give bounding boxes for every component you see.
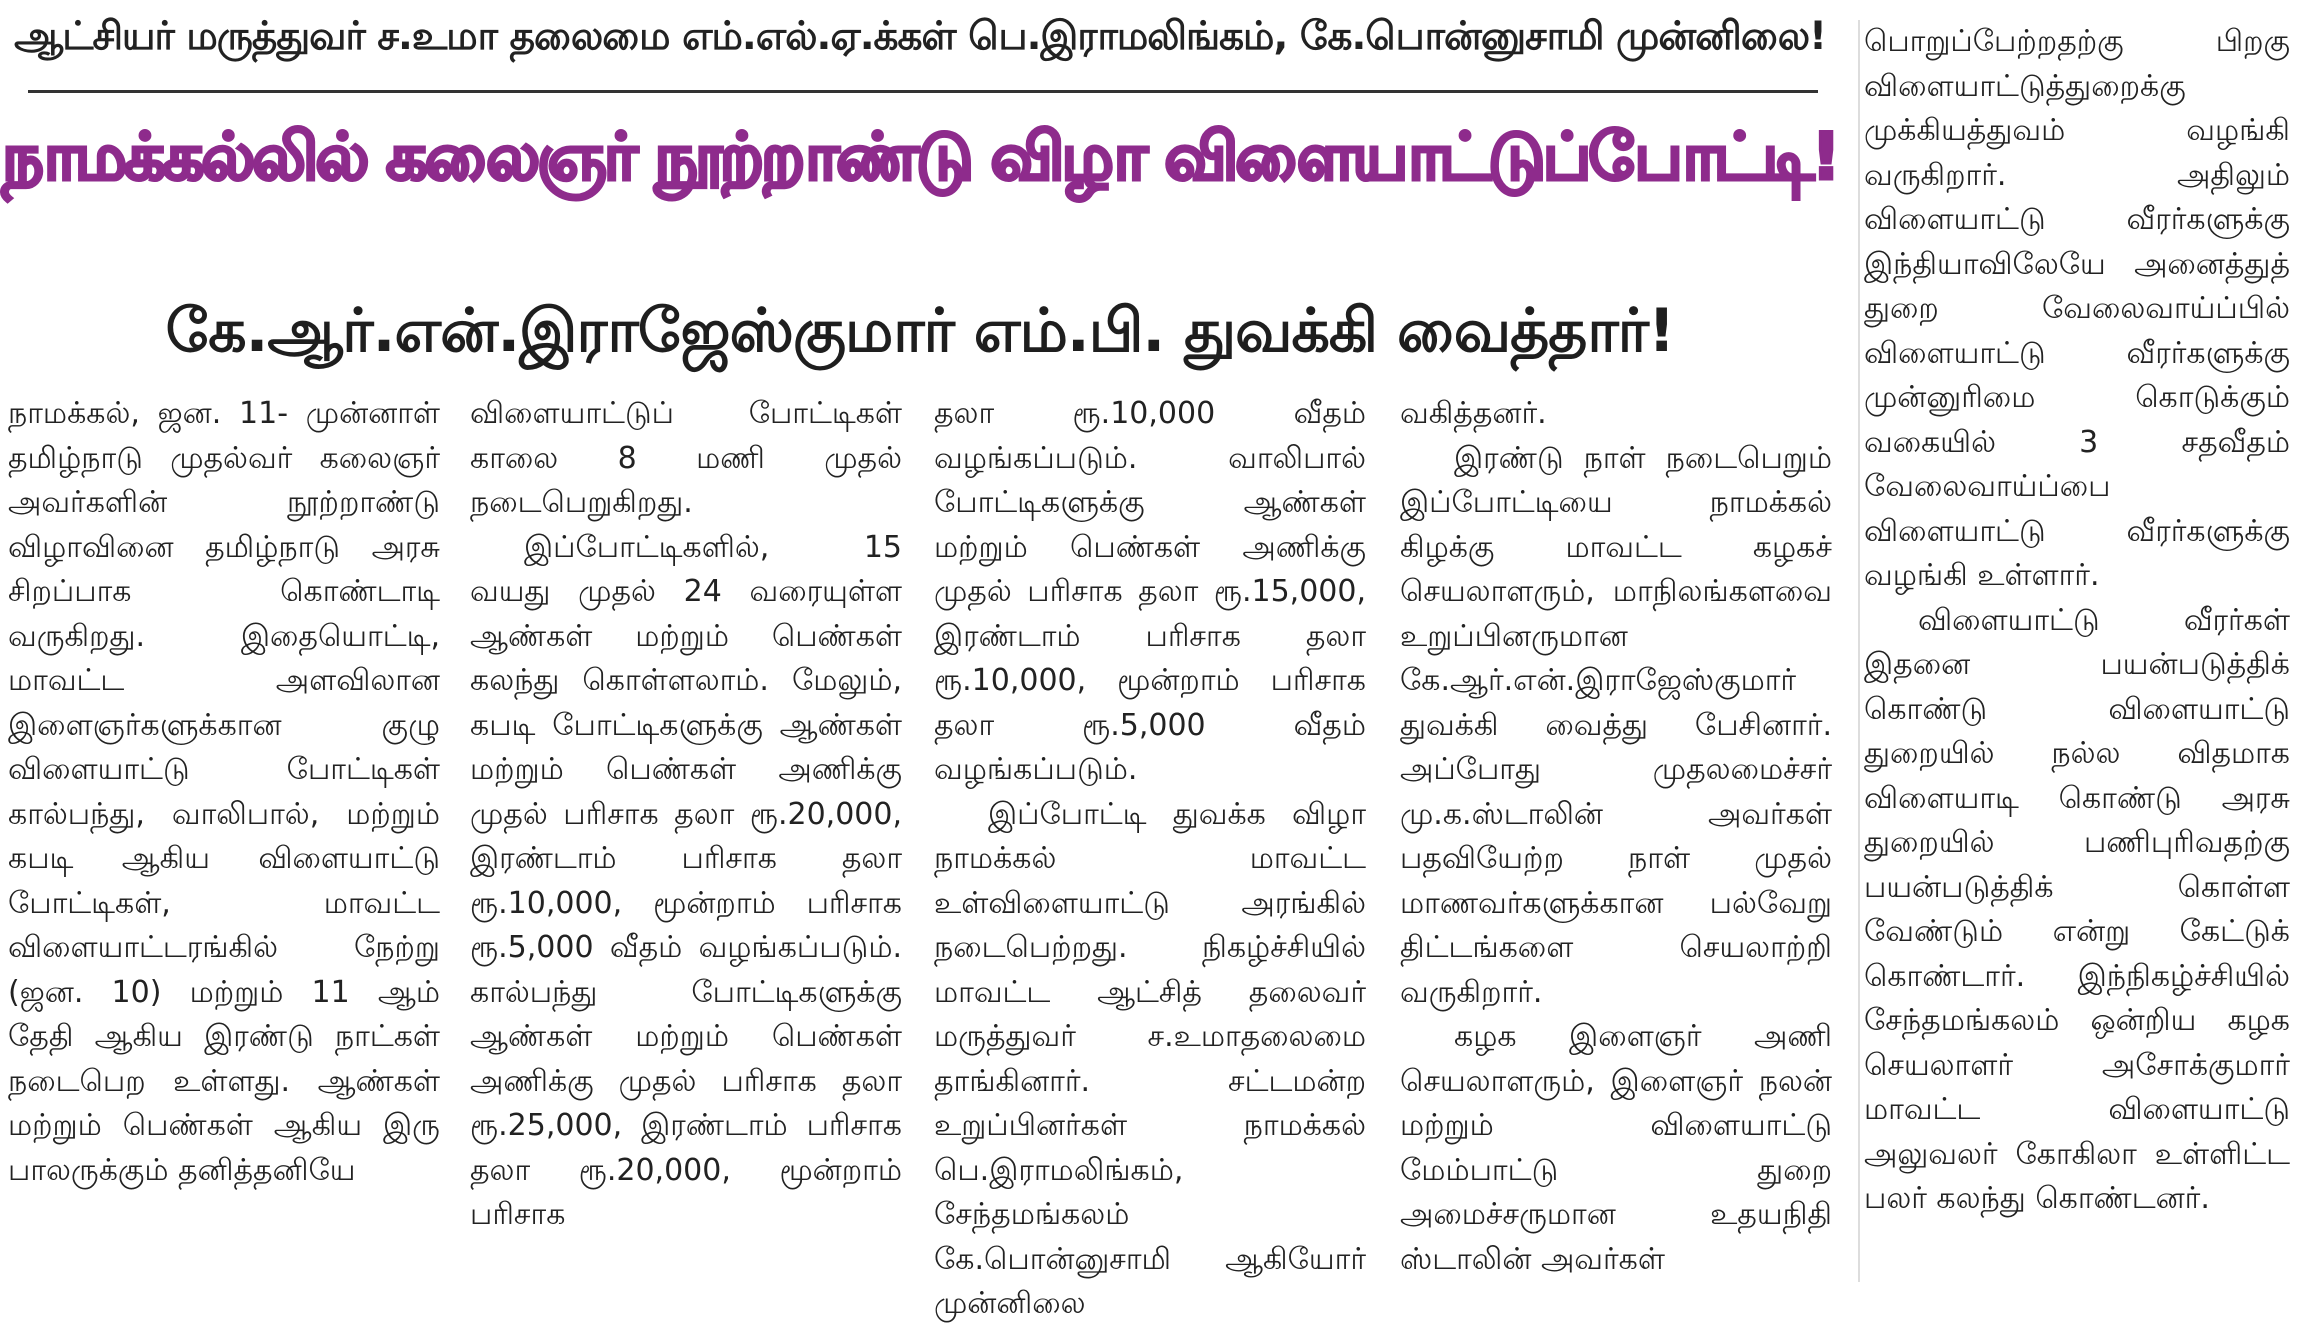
kicker-line: ஆட்சியர் மருத்துவர் ச.உமா தலைமை எம்.எல்.ஏ.க்கள் பெ.இராமலிங்கம், கே.பொன்னுசாமி முன்னிலை! bbox=[14, 14, 1826, 59]
article-column-5 bbox=[1858, 20, 2290, 1282]
subheadline: கே.ஆர்.என்.இராஜேஸ்குமார் எம்.பி. துவக்கி வைத்தார்! bbox=[165, 296, 1675, 366]
paragraph: வகித்தனர். bbox=[1400, 396, 1547, 431]
article-column-3 bbox=[934, 392, 1366, 1321]
paragraph: விளையாட்டுப் போட்டிகள் காலை 8 மணி முதல் நடைபெறுகிறது. bbox=[470, 396, 902, 520]
paragraph: இப்போட்டி துவக்க விழா நாமக்கல் மாவட்ட உள்விளையாட்டு அரங்கில் நடைபெற்றது. நிகழ்ச்சியில் மாவட்ட ஆட்சித் தலைவர் மருத்துவர் ச.உமாதலைமை தாங்கினார். சட்டமன்ற உறுப்பினர்கள் நாமக்கல் பெ.இராமலிங்கம், சேந்தமங்கலம் கே.பொன்னுசாமி ஆகியோர் முன்னிலை bbox=[934, 796, 1366, 1321]
paragraph: தலா ரூ.10,000 வீதம் வழங்கப்படும். வாலிபால் போட்டிகளுக்கு ஆண்கள் மற்றும் பெண்கள் அணிக்கு முதல் பரிசாக தலா ரூ.15,000, இரண்டாம் பரிசாக தலா ரூ.10,000, மூன்றாம் பரிசாக தலா ரூ.5,000 வீதம் வழங்கப்படும். bbox=[934, 396, 1366, 787]
paragraph: நாமக்கல், ஜன. 11- முன்னாள் தமிழ்நாடு முதல்வர் கலைஞர் அவர்களின் நூற்றாண்டு விழாவினை தமிழ்நாடு அரசு சிறப்பாக கொண்டாடி வருகிறது. இதையொட்டி, மாவட்ட அளவிலான இளைஞர்களுக்கான குழு விளையாட்டு போட்டிகள் கால்பந்து, வாலிபால், மற்றும் கபடி ஆகிய விளையாட்டு போட்டிகள், மாவட்ட விளையாட்டரங்கில் நேற்று (ஜன. 10) மற்றும் 11 ஆம் தேதி ஆகிய இரண்டு நாட்கள் நடைபெற உள்ளது. ஆண்கள் மற்றும் பெண்கள் ஆகிய இரு பாலருக்கும் தனித்தனியே bbox=[8, 396, 440, 1188]
paragraph: பொறுப்பேற்றதற்கு பிறகு விளையாட்டுத்துறைக்கு முக்கியத்துவம் வழங்கி வருகிறார். அதிலும் விளையாட்டு வீரர்களுக்கு இந்தியாவிலேயே அனைத்துத் துறை வேலைவாய்ப்பில் விளையாட்டு வீரர்களுக்கு முன்னுரிமை கொடுக்கும் வகையில் 3 சதவீதம் வேலைவாய்ப்பை விளையாட்டு வீரர்களுக்கு வழங்கி உள்ளார். bbox=[1864, 24, 2290, 593]
paragraph: இப்போட்டிகளில், 15 வயது முதல் 24 வரையுள்ள ஆண்கள் மற்றும் பெண்கள் கலந்து கொள்ளலாம். மேலும், கபடி போட்டிகளுக்கு ஆண்கள் மற்றும் பெண்கள் அணிக்கு முதல் பரிசாக தலா ரூ.20,000, இரண்டாம் பரிசாக தலா ரூ.10,000, மூன்றாம் பரிசாக ரூ.5,000 வீதம் வழங்கப்படும். கால்பந்து போட்டிகளுக்கு ஆண்கள் மற்றும் பெண்கள் அணிக்கு முதல் பரிசாக தலா ரூ.25,000, இரண்டாம் பரிசாக தலா ரூ.20,000, மூன்றாம் பரிசாக bbox=[470, 529, 902, 1232]
article-column-1 bbox=[8, 392, 440, 1282]
paragraph: விளையாட்டு வீரர்கள் இதனை பயன்படுத்திக் கொண்டு விளையாட்டு துறையில் நல்ல விதமாக விளையாடி கொண்டு அரசு துறையில் பணிபுரிவதற்கு பயன்படுத்திக் கொள்ள வேண்டும் என்று கேட்டுக் கொண்டார். இந்நிகழ்ச்சியில் சேந்தமங்கலம் ஒன்றிய கழக செயலாளர் அசோக்குமார் மாவட்ட விளையாட்டு அலுவலர் கோகிலா உள்ளிட்ட பலர் கலந்து கொண்டனர். bbox=[1864, 602, 2290, 1216]
article-column-2 bbox=[470, 392, 902, 1282]
kicker-divider bbox=[28, 90, 1818, 93]
article-column-4 bbox=[1400, 392, 1832, 1282]
headline: நாமக்கல்லில் கலைஞர் நூற்றாண்டு விழா விளையாட்டுப்போட்டி! bbox=[2, 120, 1838, 195]
paragraph: இரண்டு நாள் நடைபெறும் இப்போட்டியை நாமக்கல் கிழக்கு மாவட்ட கழகச் செயலாளரும், மாநிலங்களவை உறுப்பினருமான கே.ஆர்.என்.இராஜேஸ்குமார் துவக்கி வைத்து பேசினார். அப்போது முதலமைச்சர் மு.க.ஸ்டாலின் அவர்கள் பதவியேற்ற நாள் முதல் மாணவர்களுக்கான பல்வேறு திட்டங்களை செயலாற்றி வருகிறார். bbox=[1400, 440, 1832, 1010]
paragraph: கழக இளைஞர் அணி செயலாளரும், இளைஞர் நலன் மற்றும் விளையாட்டு மேம்பாட்டு துறை அமைச்சருமான உதயநிதி ஸ்டாலின் அவர்கள் bbox=[1400, 1019, 1832, 1277]
